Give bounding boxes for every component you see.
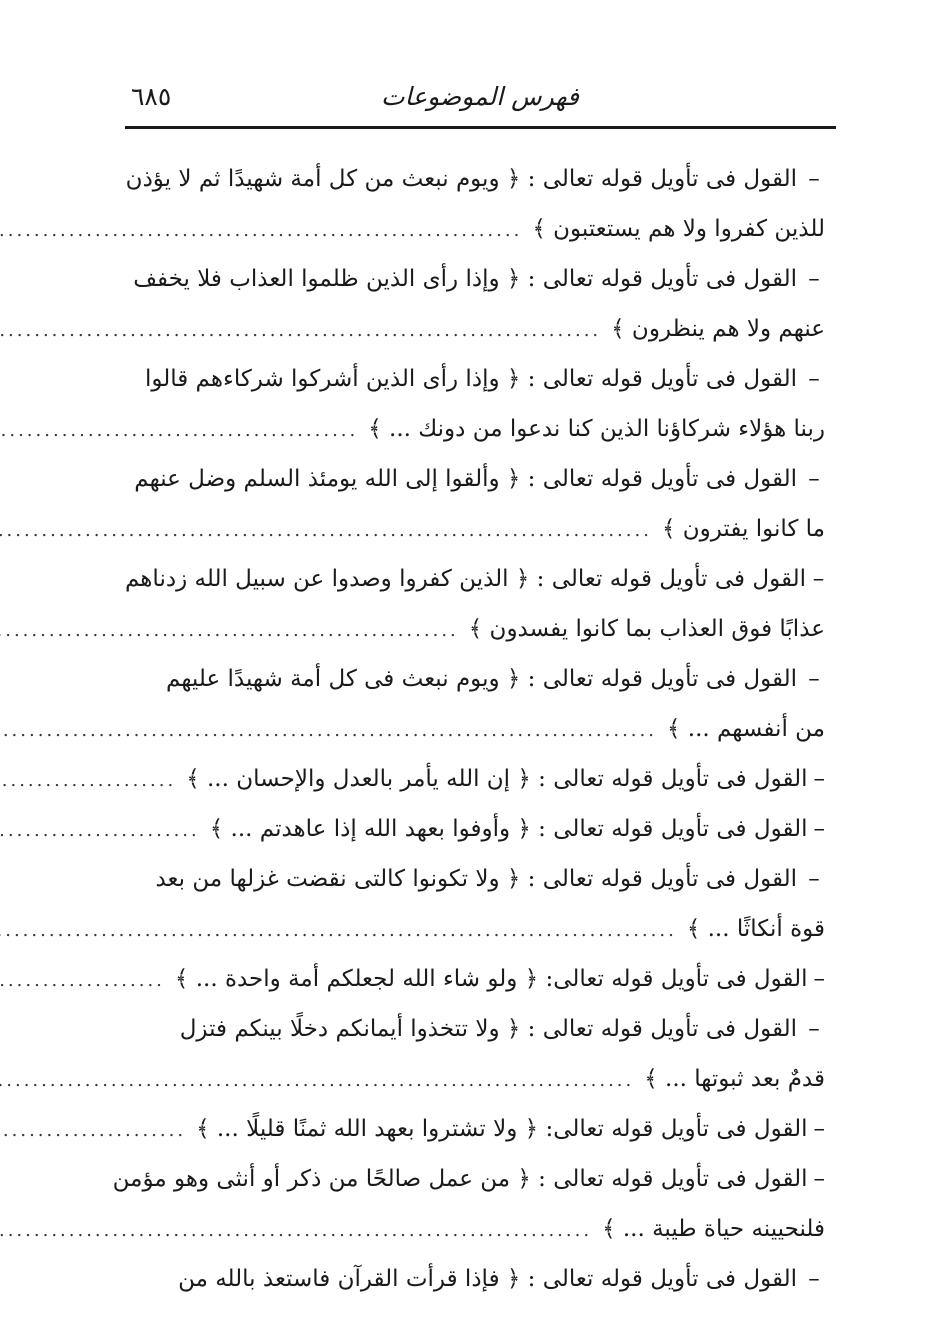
toc-entry-text: عذابًا فوق العذاب بما كانوا يفسدون ﴾ — [468, 616, 825, 642]
dot-leader — [0, 754, 176, 804]
entry-dash: – — [813, 766, 825, 792]
toc-entry-line — [125, 904, 825, 954]
toc-entry-text: عنهم ولا هم ينظرون ﴾ — [611, 316, 825, 342]
toc-entry — [125, 254, 825, 354]
toc-entry — [125, 554, 825, 654]
toc-entry-text: قدمٌ بعد ثبوتها ... ﴾ — [644, 1066, 825, 1092]
toc-entry — [125, 654, 825, 754]
toc-entry-text: من أنفسهم ... ﴾ — [666, 716, 825, 742]
entry-dash: – — [808, 266, 820, 292]
toc-entry-text: القول فى تأويل قوله تعالى : ﴿ إن الله يأمر بالعدل والإحسان ... ﴾ — [186, 766, 808, 792]
page-header — [125, 74, 835, 126]
dot-leader — [0, 954, 165, 1004]
toc-entry-text: ربنا هؤلاء شركاؤنا الذين كنا ندعوا من دونك ... ﴾ — [368, 416, 825, 442]
toc-entry-line — [125, 754, 825, 804]
toc-entry-line — [125, 454, 825, 504]
dot-leader — [0, 404, 358, 454]
toc-entry-text: القول فى تأويل قوله تعالى : ﴿ من عمل صالحًا من ذكر أو أنثى وهو مؤمن — [112, 1166, 808, 1192]
entry-dash: – — [808, 866, 820, 892]
toc-entry-line — [125, 204, 825, 254]
entry-dash: – — [813, 966, 825, 992]
table-of-contents — [112, 154, 825, 1304]
toc-entry-text: القول فى تأويل قوله تعالى : ﴿ ويوم نبعث من كل أمة شهيدًا ثم لا يؤذن — [125, 166, 797, 192]
toc-entry-text: القول فى تأويل قوله تعالى : ﴿ فإذا قرأت القرآن فاستعذ بالله من — [178, 1266, 797, 1292]
toc-entry-text: القول فى تأويل قوله تعالى : ﴿ وأوفوا بعهد الله إذا عاهدتم ... ﴾ — [209, 816, 808, 842]
toc-entry-text: للذين كفروا ولا هم يستعتبون ﴾ — [532, 216, 825, 242]
entry-dash: – — [813, 1166, 825, 1192]
toc-entry-text: القول فى تأويل قوله تعالى : ﴿ ولا تتخذوا أيمانكم دخلًا بينكم فتزل — [179, 1016, 797, 1042]
dot-leader — [0, 1204, 592, 1254]
toc-entry-text: القول فى تأويل قوله تعالى : ﴿ ولا تكونوا كالتى نقضت غزلها من بعد — [155, 866, 797, 892]
toc-entry-text: القول فى تأويل قوله تعالى : ﴿ ويوم نبعث فى كل أمة شهيدًا عليهم — [166, 666, 797, 692]
entry-dash: – — [813, 816, 825, 842]
toc-entry-line — [125, 154, 825, 204]
toc-entry-line — [125, 554, 825, 604]
toc-entry-line — [125, 804, 825, 854]
entry-dash: – — [813, 1116, 825, 1142]
toc-entry-text: قوة أنكاثًا ... ﴾ — [686, 916, 825, 942]
toc-entry-line — [125, 254, 825, 304]
header-rule — [125, 126, 836, 129]
toc-entry-line — [125, 1054, 825, 1104]
toc-entry-text: ما كانوا يفترون ﴾ — [661, 516, 825, 542]
toc-entry-text: فلنحيينه حياة طيبة ... ﴾ — [602, 1216, 825, 1242]
toc-entry-line — [125, 954, 825, 1004]
toc-entry-line — [125, 604, 825, 654]
toc-entry-line — [125, 854, 825, 904]
entry-dash: – — [808, 1266, 820, 1292]
running-title: فهرس الموضوعات — [381, 82, 579, 111]
toc-entry — [125, 804, 825, 854]
toc-entry — [125, 454, 825, 554]
entry-dash: – — [808, 666, 820, 692]
toc-entry — [125, 954, 825, 1004]
toc-entry-text: القول فى تأويل قوله تعالى : ﴿ وإذا رأى الذين ظلموا العذاب فلا يخفف — [133, 266, 797, 292]
dot-leader — [0, 504, 652, 554]
toc-entry-line — [125, 354, 825, 404]
toc-entry-line — [125, 1004, 825, 1054]
toc-entry-text: القول فى تأويل قوله تعالى : ﴿ وألقوا إلى الله يومئذ السلم وضل عنهم — [134, 466, 797, 492]
entry-dash: – — [808, 1016, 820, 1042]
toc-entry-text: القول فى تأويل قوله تعالى : ﴿ وإذا رأى الذين أشركوا شركاءهم قالوا — [144, 366, 797, 392]
toc-entry-line — [125, 1204, 825, 1254]
toc-entry — [125, 754, 825, 804]
toc-entry — [112, 1154, 825, 1254]
toc-entry-line — [125, 404, 825, 454]
toc-entry — [125, 854, 825, 954]
dot-leader — [0, 1054, 634, 1104]
entry-dash: – — [808, 166, 820, 192]
dot-leader — [0, 204, 522, 254]
entry-dash: – — [808, 466, 820, 492]
dot-leader — [0, 1104, 186, 1154]
toc-entry — [125, 154, 825, 254]
toc-entry — [125, 1104, 825, 1154]
toc-entry-text: القول فى تأويل قوله تعالى: ﴿ ولا تشتروا بعهد الله ثمنًا قليلًا ... ﴾ — [196, 1116, 808, 1142]
entry-dash: – — [812, 566, 825, 592]
toc-entry-line — [125, 704, 825, 754]
toc-entry-line — [125, 654, 825, 704]
dot-leader — [0, 704, 657, 754]
dot-leader — [0, 904, 677, 954]
toc-entry-line — [125, 1104, 825, 1154]
dot-leader — [0, 804, 200, 854]
toc-entry-line — [125, 304, 825, 354]
toc-entry-line — [112, 1154, 825, 1204]
toc-entry-text: القول فى تأويل قوله تعالى: ﴿ ولو شاء الله لجعلكم أمة واحدة ... ﴾ — [174, 966, 808, 992]
toc-entry — [125, 354, 825, 454]
dot-leader — [0, 604, 459, 654]
page-number: ٦٨٥ — [131, 82, 172, 111]
toc-entry-line — [125, 504, 825, 554]
toc-entry — [125, 1254, 825, 1304]
entry-dash: – — [808, 366, 820, 392]
toc-entry — [125, 1004, 825, 1104]
toc-entry-line — [125, 1254, 825, 1304]
dot-leader — [0, 304, 601, 354]
toc-entry-text: القول فى تأويل قوله تعالى : ﴿ الذين كفروا وصدوا عن سبيل الله زدناهم — [125, 566, 806, 592]
